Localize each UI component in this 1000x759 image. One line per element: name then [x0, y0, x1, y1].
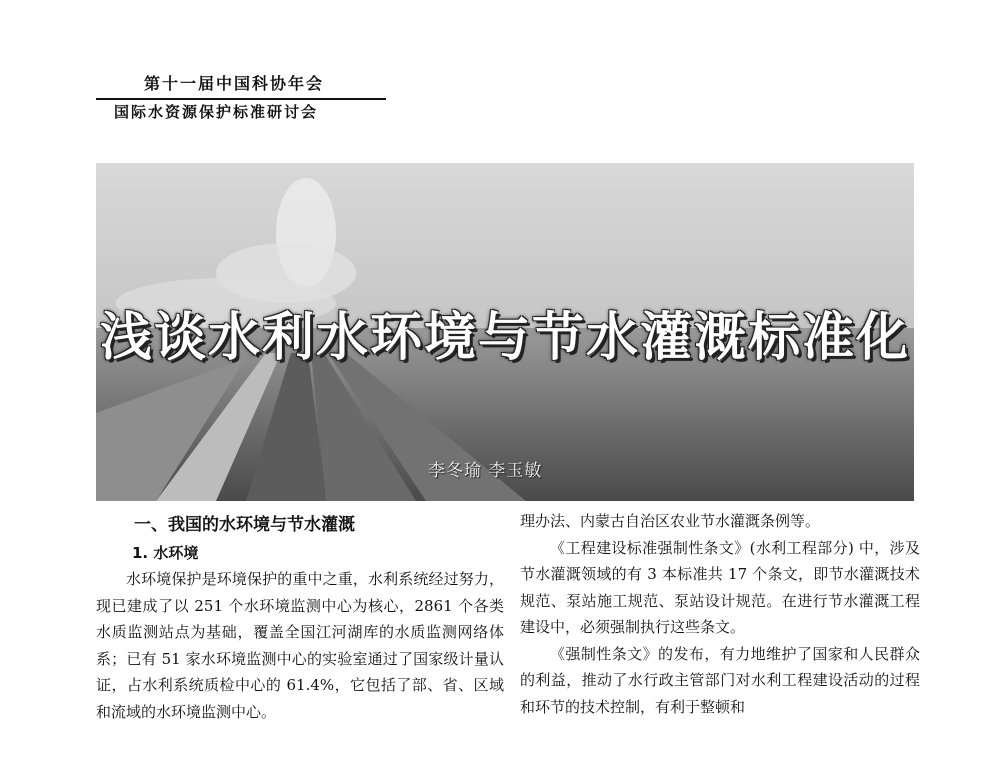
- header-symposium-name: 国际水资源保护标准研讨会: [114, 103, 319, 121]
- header-conference-name: 第十一届中国科协年会: [144, 74, 325, 93]
- body-paragraph: 水环境保护是环境保护的重中之重，水利系统经过努力，现已建成了以 251 个水环境监测中心为核心，2861 个各类水质监测站点为基础，覆盖全国江河湖库的水质监测网络体系；已有 51 家水环境监测中心的实验室通过了国家级计量认证，占水利系统质检中心的 61.4%，它包括了部、省、区域和流域的水环境监测中心。: [96, 570, 504, 721]
- right-column: [520, 510, 920, 720]
- left-column: [96, 510, 504, 725]
- title-banner-photo: [96, 163, 914, 501]
- body-paragraph: 理办法、内蒙古自治区农业节水灌溉条例等。: [520, 512, 821, 530]
- section-heading: 一、我国的水环境与节水灌溉: [134, 515, 355, 535]
- running-header: [96, 72, 386, 124]
- article-title: 浅谈水利水环境与节水灌溉标准化: [99, 308, 910, 368]
- body-paragraph: 《工程建设标准强制性条文》(水利工程部分) 中，涉及节水灌溉领域的有 3 本标准共 17 个条文，即节水灌溉技术规范、泵站施工规范、泵站设计规范。在进行节水灌溉工程建设中，必须强制执行这些条文。: [520, 538, 920, 636]
- sub-heading: 1. 水环境: [132, 544, 199, 562]
- body-paragraph: 《强制性条文》的发布，有力地维护了国家和人民群众的利益，推动了水行政主管部门对水利工程建设活动的过程和环节的技术控制，有利于整顿和: [520, 644, 920, 716]
- article-authors: 李冬瑜 李玉敏: [428, 461, 543, 481]
